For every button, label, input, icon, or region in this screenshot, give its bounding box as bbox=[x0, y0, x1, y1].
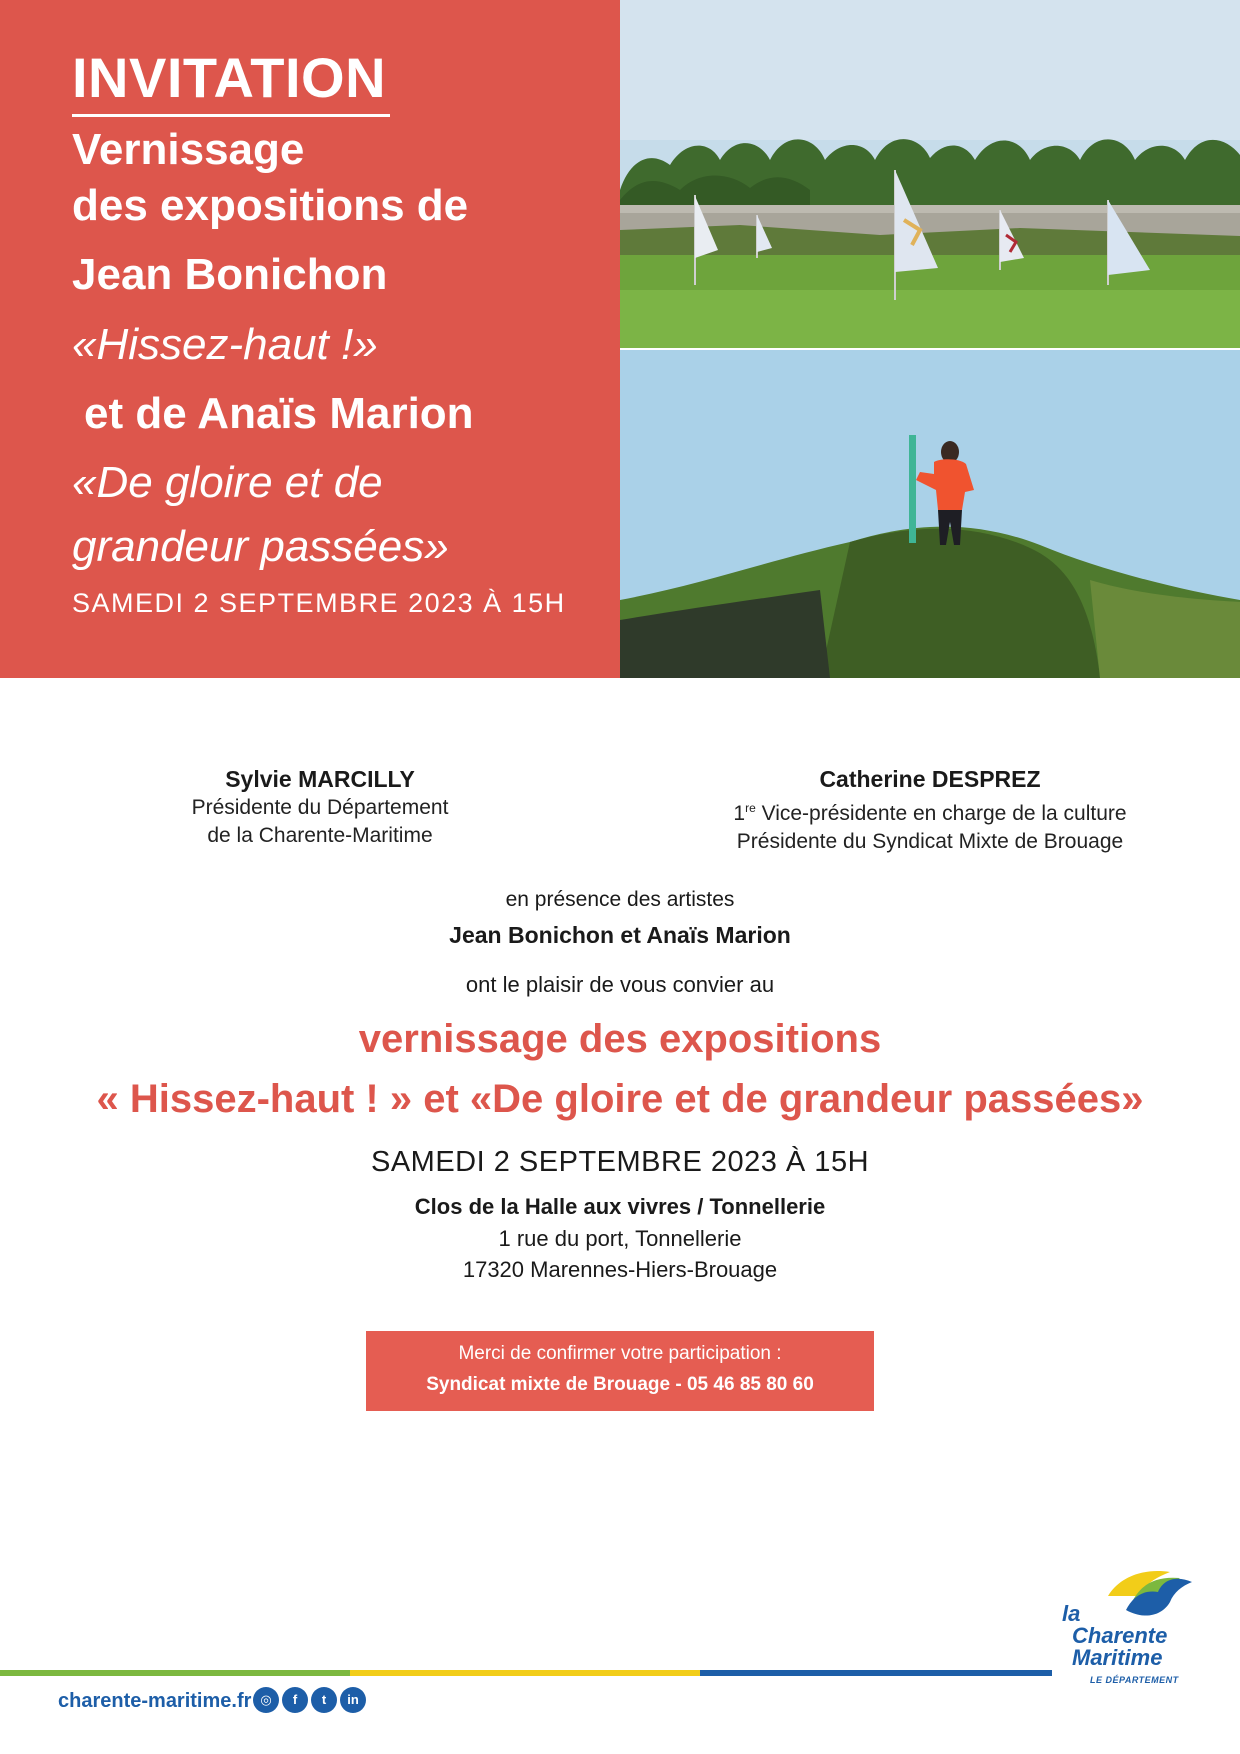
bird-icon bbox=[1100, 1566, 1200, 1626]
header-line-vernissage: Vernissage bbox=[72, 125, 305, 174]
twitter-icon[interactable]: t bbox=[311, 1687, 337, 1713]
logo-word-maritime: Maritime bbox=[1072, 1645, 1163, 1670]
header-exhibition-2-part2: grandeur passées» bbox=[72, 522, 449, 571]
facebook-icon[interactable]: f bbox=[282, 1687, 308, 1713]
venue-address-city: 17320 Marennes-Hiers-Brouage bbox=[462, 1257, 778, 1282]
host-right-role-1 bbox=[680, 794, 1180, 828]
host-left-name: Sylvie MARCILLY bbox=[225, 766, 415, 792]
website-link[interactable]: charente-maritime.fr bbox=[58, 1690, 252, 1712]
presence-text: en présence des artistes bbox=[505, 888, 735, 911]
header-line-expositions: des expositions de bbox=[72, 181, 469, 230]
department-logo bbox=[1060, 1566, 1200, 1696]
photo-flags-field bbox=[620, 0, 1240, 348]
host-right-role-1-text: Vice-présidente en charge de la culture bbox=[755, 802, 1127, 825]
host-right-name: Catherine DESPREZ bbox=[819, 766, 1041, 792]
host-left-role-1: Présidente du Département bbox=[191, 796, 449, 819]
logo-subtitle: LE DÉPARTEMENT bbox=[1090, 1675, 1179, 1685]
invitation-title: INVITATION bbox=[72, 46, 387, 109]
ordinal-number: 1 bbox=[733, 802, 746, 825]
venue-address-street: 1 rue du port, Tonnellerie bbox=[498, 1226, 742, 1251]
header-exhibition-2-part1: «De gloire et de bbox=[72, 458, 383, 507]
exhibitions-titles: « Hissez-haut ! » et «De gloire et de grandeur passées» bbox=[96, 1077, 1144, 1121]
title-underline bbox=[72, 114, 390, 117]
linkedin-icon[interactable]: in bbox=[340, 1687, 366, 1713]
footer-bar-green bbox=[0, 1670, 350, 1676]
vernissage-heading: vernissage des expositions bbox=[358, 1017, 882, 1061]
header-date: SAMEDI 2 SEPTEMBRE 2023 À 15H bbox=[72, 588, 566, 618]
host-right bbox=[680, 764, 1180, 856]
host-left-role-2: de la Charente-Maritime bbox=[207, 824, 433, 847]
rsvp-contact: Syndicat mixte de Brouage - 05 46 85 80 60 bbox=[426, 1374, 814, 1395]
invitation-phrase: ont le plaisir de vous convier au bbox=[465, 972, 775, 997]
photo-person-bunker bbox=[620, 350, 1240, 678]
rsvp-instruction: Merci de confirmer votre participation : bbox=[458, 1343, 782, 1364]
artists-names: Jean Bonichon et Anaïs Marion bbox=[449, 922, 791, 948]
header-artist-1: Jean Bonichon bbox=[72, 250, 388, 299]
footer-bar-yellow bbox=[350, 1670, 700, 1676]
header-exhibition-1: «Hissez-haut !» bbox=[72, 320, 378, 369]
footer-bar-blue bbox=[700, 1670, 1052, 1676]
header-artist-2: et de Anaïs Marion bbox=[84, 389, 474, 438]
logo-word-la: la bbox=[1062, 1601, 1081, 1626]
host-left bbox=[120, 764, 520, 850]
host-right-role-2: Présidente du Syndicat Mixte de Brouage bbox=[736, 830, 1124, 853]
rsvp-box bbox=[366, 1331, 874, 1411]
logo-word-charente: Charente bbox=[1072, 1623, 1168, 1648]
ordinal-suffix: re bbox=[745, 801, 756, 815]
instagram-icon[interactable]: ◎ bbox=[253, 1687, 279, 1713]
venue-name: Clos de la Halle aux vivres / Tonnellerie bbox=[414, 1194, 826, 1219]
event-date: SAMEDI 2 SEPTEMBRE 2023 À 15H bbox=[370, 1146, 870, 1178]
